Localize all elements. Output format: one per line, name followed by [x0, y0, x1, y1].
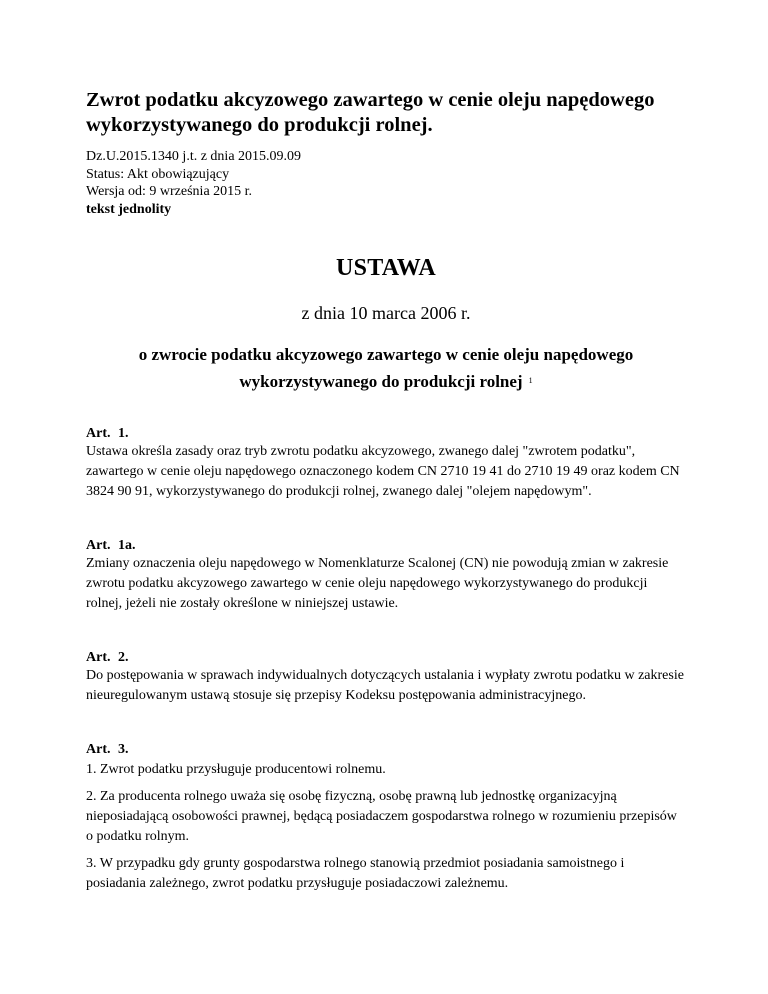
- article-3: [86, 741, 686, 894]
- act-subject-line-text: wykorzystywanego do produkcji rolnej: [239, 372, 523, 391]
- article-label: Art.: [86, 538, 111, 553]
- act-type-heading: USTAWA: [335, 255, 437, 281]
- article-heading: [86, 537, 686, 554]
- article-label: Art.: [86, 426, 111, 441]
- act-subject: [86, 342, 686, 395]
- version-text: Wersja od: 9 września 2015 r.: [86, 184, 253, 199]
- article-1a: [86, 537, 686, 614]
- article-number: 2.: [118, 650, 129, 665]
- article-label: Art.: [86, 650, 111, 665]
- document-title: Zwrot podatku akcyzowego zawartego w cenie oleju napędowego wykorzystywanego do produkcji rolnej.: [86, 89, 655, 136]
- article-text: Zmiany oznaczenia oleju napędowego w Nomenklaturze Scalonej (CN) nie powodują zmian w zakresie zwrotu podatku akcyzowego zawartego w cenie oleju napędowego wykorzystywanego do produkcji rolnej, jeżeli nie zostały określone w niniejszej ustawie.: [86, 556, 669, 611]
- article-text: Do postępowania w sprawach indywidualnych dotyczących ustalania i wypłaty zwrotu podatku w zakresie nieuregulowanym ustawą stosuje się przepisy Kodeksu postępowania administracyjnego.: [86, 668, 684, 703]
- article-heading: [86, 649, 686, 666]
- article-text: Ustawa określa zasady oraz tryb zwrotu podatku akcyzowego, zwanego dalej "zwrotem podatku", zawartego w cenie oleju napędowego oznaczonego kodem CN 2710 19 41 do 2710 19 49 oraz kodem CN 3824 90 91, wykorzystywanego do produkcji rolnej, zwanego dalej "olejem napędowym".: [86, 444, 680, 499]
- article-heading: [86, 741, 686, 758]
- act-subject-line: [86, 368, 686, 395]
- article-paragraph: 3. W przypadku gdy grunty gospodarstwa rolnego stanowią przedmiot posiadania samoistnego i posiadania zależnego, zwrot podatku przysługuje posiadaczowi zależnemu.: [86, 856, 625, 891]
- article-1: [86, 425, 686, 502]
- article-number: 3.: [118, 742, 129, 757]
- document-metadata: [86, 148, 686, 218]
- citation: Dz.U.2015.1340 j.t. z dnia 2015.09.09: [86, 149, 302, 164]
- article-2: [86, 649, 686, 706]
- article-paragraph: 1. Zwrot podatku przysługuje producentowi rolnemu.: [86, 762, 386, 777]
- footnote-ref[interactable]: 1: [528, 376, 533, 385]
- status-text: Status: Akt obowiązujący: [86, 166, 230, 182]
- article-paragraph: 2. Za producenta rolnego uważa się osobę fizyczną, osobę prawną lub jednostkę organizacyjną nieposiadającą osobowości prawnej, będącą posiadaczem gospodarstwa rolnego w rozumieniu przepisów o podatku rolnym.: [86, 789, 677, 844]
- article-heading: [86, 425, 686, 442]
- act-subject-line: o zwrocie podatku akcyzowego zawartego w cenie oleju napędowego: [138, 345, 634, 364]
- article-number: 1a.: [118, 538, 136, 553]
- act-date: z dnia 10 marca 2006 r.: [301, 303, 471, 323]
- document-page: [86, 88, 686, 894]
- text-type: tekst jednolity: [86, 201, 172, 217]
- article-label: Art.: [86, 742, 111, 757]
- article-number: 1.: [118, 426, 129, 441]
